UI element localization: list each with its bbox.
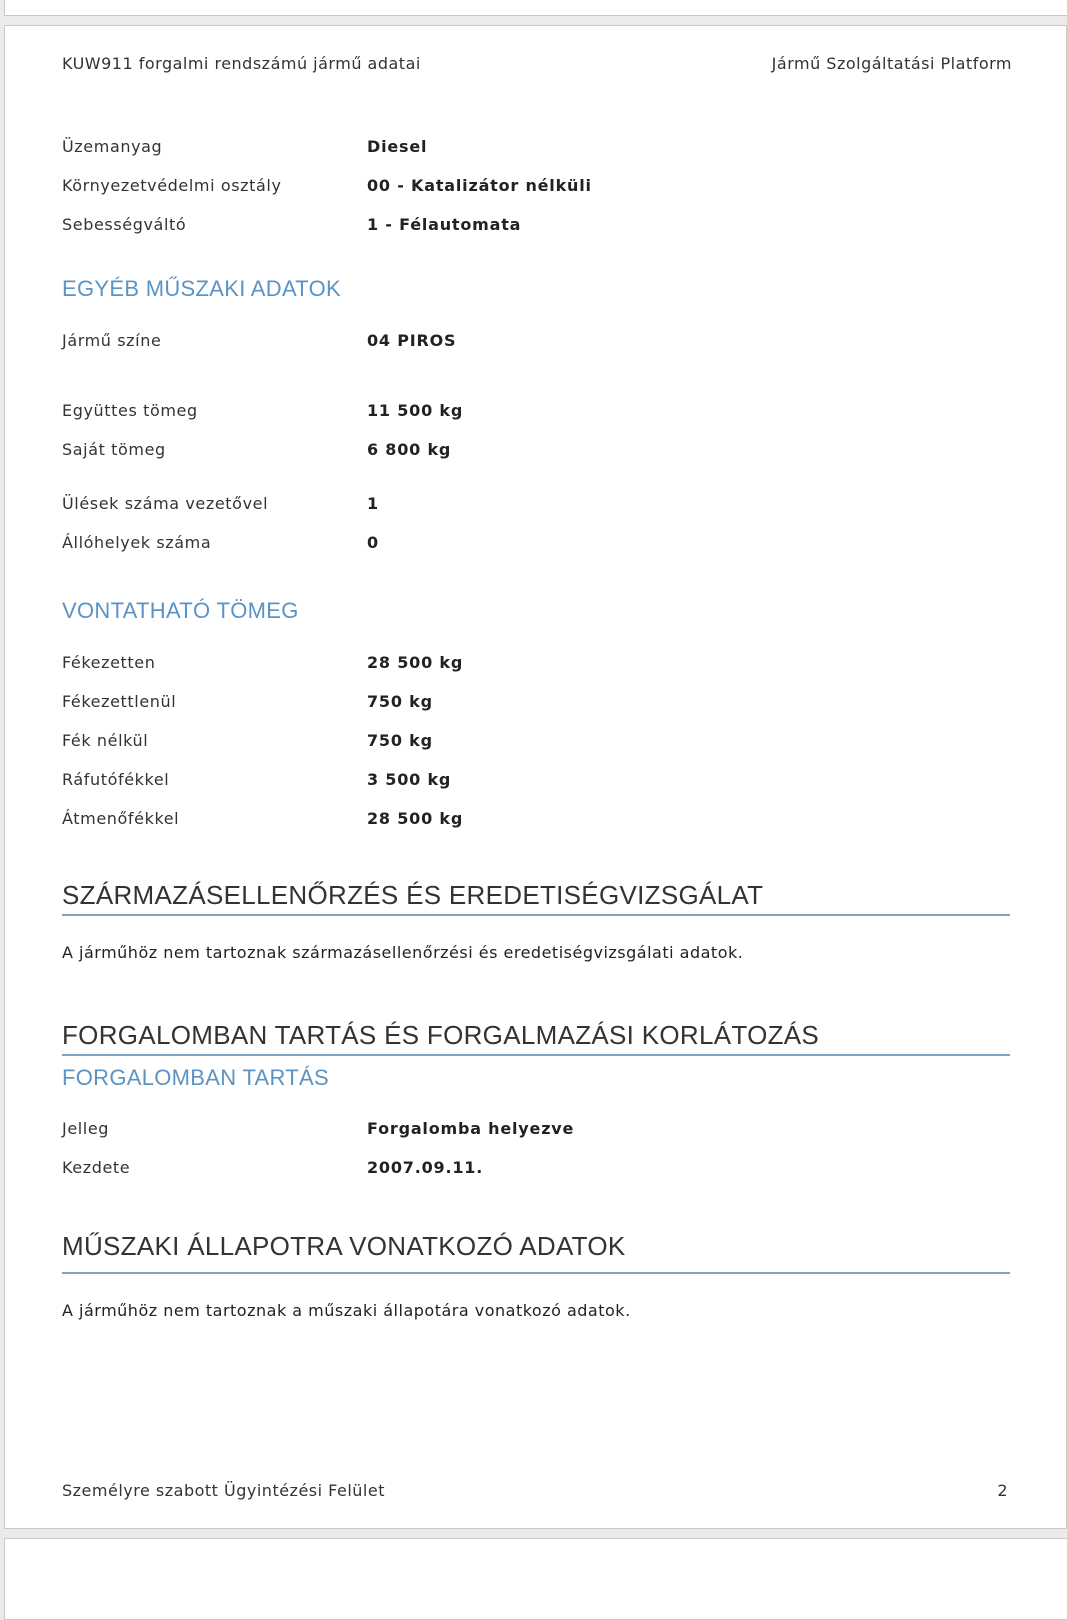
circulation-type-label: Jelleg	[62, 1119, 110, 1138]
environment-class-value: 00 - Katalizátor nélküli	[367, 176, 592, 195]
technical-state-note: A járműhöz nem tartoznak a műszaki állapotára vonatkozó adatok.	[62, 1301, 631, 1320]
other-technical-data-heading: EGYÉB MŰSZAKI ADATOK	[62, 276, 342, 301]
platform-name: Jármű Szolgáltatási Platform	[771, 54, 1012, 73]
footer-label: Személyre szabott Ügyintézési Felület	[62, 1481, 385, 1500]
next-page-edge	[4, 1538, 1067, 1620]
section-divider	[62, 1054, 1010, 1056]
standing-places-value: 0	[367, 533, 379, 552]
gross-mass-label: Együttes tömeg	[62, 401, 198, 420]
standing-places-label: Állóhelyek száma	[62, 533, 212, 552]
circulation-start-value: 2007.09.11.	[367, 1158, 484, 1177]
gross-mass-value: 11 500 kg	[367, 401, 464, 420]
own-mass-label: Saját tömeg	[62, 440, 166, 459]
seats-label: Ülések száma vezetővel	[62, 494, 269, 513]
fuel-value: Diesel	[367, 137, 428, 156]
towable-row-label: Fék nélkül	[62, 731, 149, 750]
towable-row-value: 750 kg	[367, 731, 433, 750]
seats-value: 1	[367, 494, 379, 513]
environment-class-label: Környezetvédelmi osztály	[62, 176, 282, 195]
origin-check-heading: SZÁRMAZÁSELLENŐRZÉS ÉS EREDETISÉGVIZSGÁLAT	[62, 880, 764, 910]
page-number: 2	[997, 1481, 1008, 1500]
towable-row-label: Fékezettlenül	[62, 692, 177, 711]
towable-row-label: Ráfutófékkel	[62, 770, 170, 789]
document-page	[4, 25, 1067, 1529]
towable-row-label: Fékezetten	[62, 653, 156, 672]
circulation-heading: FORGALOMBAN TARTÁS ÉS FORGALMAZÁSI KORLÁTOZÁS	[62, 1020, 820, 1050]
document-title: KUW911 forgalmi rendszámú jármű adatai	[62, 54, 421, 73]
circulation-type-value: Forgalomba helyezve	[367, 1119, 575, 1138]
own-mass-value: 6 800 kg	[367, 440, 452, 459]
fuel-label: Üzemanyag	[62, 137, 163, 156]
towable-row-value: 28 500 kg	[367, 653, 464, 672]
section-divider	[62, 914, 1010, 916]
circulation-subheading: FORGALOMBAN TARTÁS	[62, 1065, 330, 1090]
technical-state-heading: MŰSZAKI ÁLLAPOTRA VONATKOZÓ ADATOK	[62, 1231, 626, 1261]
gearbox-value: 1 - Félautomata	[367, 215, 522, 234]
vehicle-color-label: Jármű színe	[62, 331, 162, 350]
vehicle-color-value: 04 PIROS	[367, 331, 457, 350]
towable-row-value: 750 kg	[367, 692, 433, 711]
section-divider	[62, 1272, 1010, 1274]
towable-row-label: Átmenőfékkel	[62, 809, 180, 828]
circulation-start-label: Kezdete	[62, 1158, 131, 1177]
previous-page-edge	[4, 0, 1067, 16]
towable-mass-heading: VONTATHATÓ TÖMEG	[62, 598, 299, 623]
origin-check-note: A járműhöz nem tartoznak származásellenőrzési és eredetiségvizsgálati adatok.	[62, 943, 744, 962]
towable-row-value: 28 500 kg	[367, 809, 464, 828]
towable-row-value: 3 500 kg	[367, 770, 452, 789]
gearbox-label: Sebességváltó	[62, 215, 187, 234]
